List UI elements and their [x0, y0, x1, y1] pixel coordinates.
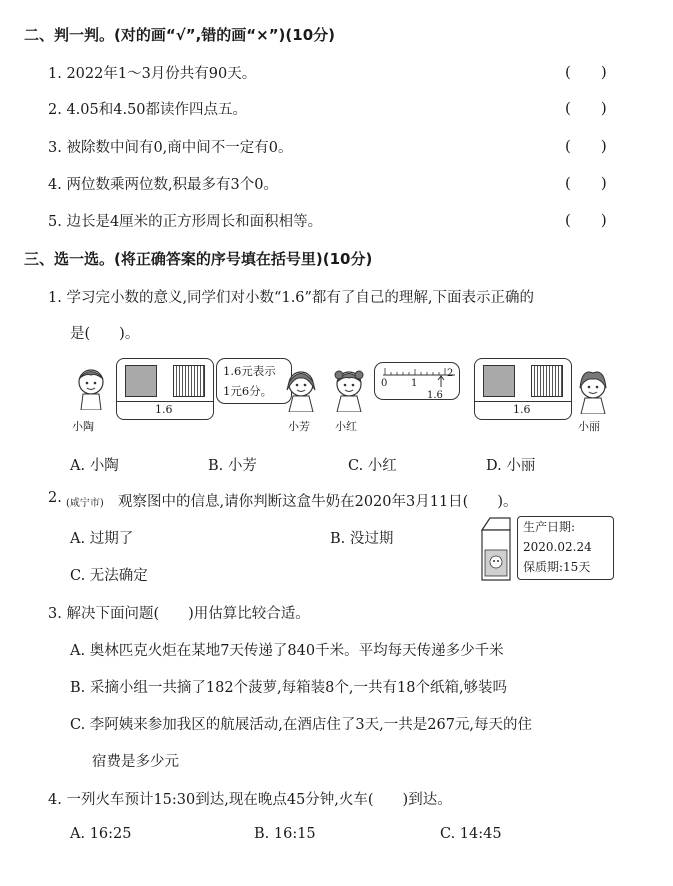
judge-item-4: 4. 两位数乘两位数,积最多有3个0。	[48, 177, 279, 193]
card2-divider	[475, 401, 571, 402]
judge-item-3: 3. 被除数中间有0,商中间不一定有0。	[48, 140, 293, 156]
q2-option-a[interactable]: A. 过期了	[70, 531, 134, 547]
milk-carton-icon	[478, 516, 514, 582]
ruler-label-2: 2	[447, 368, 454, 379]
name-label-xiaohong: 小红	[335, 420, 357, 433]
answer-paren-1[interactable]: ( )	[565, 63, 607, 81]
striped-square-2	[531, 365, 563, 397]
ruler-label-1: 1	[411, 378, 418, 389]
milk-info-label	[517, 516, 614, 580]
q3-option-c[interactable]: C. 李阿姨来参加我区的航展活动,在酒店住了3天,一共是267元,每天的住	[70, 717, 533, 733]
ruler-value: 1.6	[427, 390, 443, 401]
answer-paren-5[interactable]: ( )	[565, 211, 607, 229]
full-square-1	[125, 365, 157, 397]
q3-option-c-continued: 宿费是多少元	[92, 754, 179, 770]
q2-option-c[interactable]: C. 无法确定	[70, 568, 148, 584]
q1-stem-line2: 是( )。	[70, 326, 140, 342]
ruler-label-0: 0	[381, 378, 388, 389]
card2-value: 1.6	[513, 403, 531, 416]
grid-card-1	[116, 358, 214, 420]
q3-stem: 3. 解决下面问题( )用估算比较合适。	[48, 606, 310, 622]
q4-option-a[interactable]: A. 16:25	[70, 826, 132, 842]
production-date-value: 2020.02.24	[523, 540, 592, 554]
full-square-2	[483, 365, 515, 397]
judge-item-5: 5. 边长是4厘米的正方形周长和面积相等。	[48, 214, 323, 230]
q1-stem-line1: 1. 学习完小数的意义,同学们对小数“1.6”都有了自己的理解,下面表示正确的	[48, 290, 535, 306]
answer-paren-3[interactable]: ( )	[565, 137, 607, 155]
striped-square-1	[173, 365, 205, 397]
q1-option-d[interactable]: D. 小丽	[486, 458, 536, 474]
q2-number: 2.	[48, 490, 62, 506]
judge-item-2: 2. 4.05和4.50都读作四点五。	[48, 102, 248, 118]
section2-heading: 二、判一判。(对的画“√”,错的画“×”)(10分)	[24, 26, 336, 44]
name-label-xiaofang: 小芳	[288, 420, 310, 433]
bubble-line2: 1元6分。	[223, 384, 273, 398]
section3-heading: 三、选一选。(将正确答案的序号填在括号里)(10分)	[24, 250, 373, 268]
child-xiaohong-illustration	[332, 368, 366, 412]
child-xiaofang-illustration	[284, 368, 318, 412]
grid-card-2	[474, 358, 572, 420]
q1-option-b[interactable]: B. 小芳	[208, 458, 257, 474]
answer-paren-4[interactable]: ( )	[565, 174, 607, 192]
judge-item-1: 1. 2022年1～3月份共有90天。	[48, 66, 257, 82]
answer-paren-2[interactable]: ( )	[565, 99, 607, 117]
card1-divider	[117, 401, 213, 402]
ruler-speech-bubble	[374, 362, 460, 400]
q3-option-b[interactable]: B. 采摘小组一共摘了182个菠萝,每箱装8个,一共有18个纸箱,够装吗	[70, 680, 508, 696]
q4-option-c[interactable]: C. 14:45	[440, 826, 502, 842]
name-label-xiaoli: 小丽	[578, 420, 600, 433]
q1-option-a[interactable]: A. 小陶	[70, 458, 119, 474]
bubble-line1: 1.6元表示	[223, 364, 276, 378]
q4-option-b[interactable]: B. 16:15	[254, 826, 316, 842]
card1-value: 1.6	[155, 403, 173, 416]
q2-stem: 观察图中的信息,请你判断这盒牛奶在2020年3月11日( )。	[118, 494, 518, 510]
shelf-life: 保质期:15天	[523, 560, 591, 574]
money-speech-bubble	[216, 358, 292, 404]
q1-figure	[70, 356, 615, 436]
q1-option-c[interactable]: C. 小红	[348, 458, 397, 474]
name-label-xiaotao: 小陶	[72, 420, 94, 433]
q3-option-a[interactable]: A. 奥林匹克火炬在某地7天传递了840千米。平均每天传递多少千米	[70, 643, 504, 659]
child-xiaotao-illustration	[74, 366, 108, 410]
q2-source-tag: (咸宁市)	[66, 498, 104, 509]
production-date-label: 生产日期:	[523, 520, 576, 534]
child-xiaoli-illustration	[576, 370, 610, 414]
q4-stem: 4. 一列火车预计15:30到达,现在晚点45分钟,火车( )到达。	[48, 792, 452, 808]
q2-option-b[interactable]: B. 没过期	[330, 531, 394, 547]
